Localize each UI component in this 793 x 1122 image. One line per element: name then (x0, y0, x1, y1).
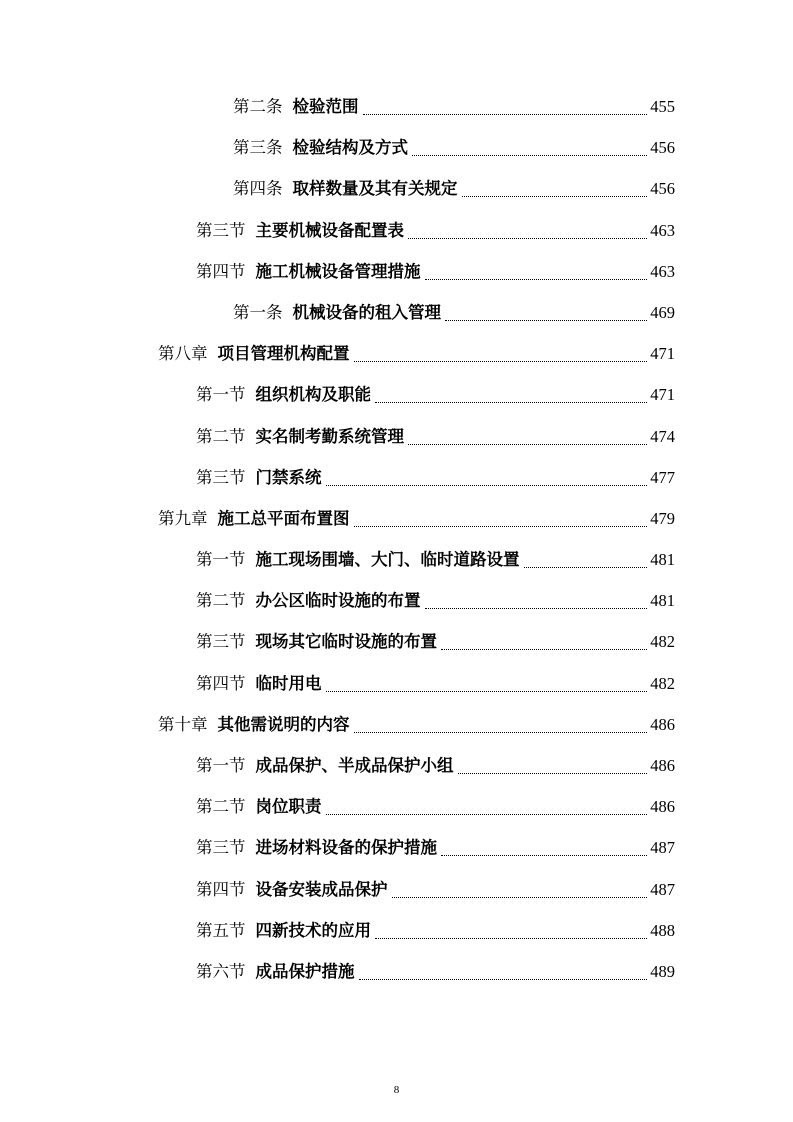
toc-entry-title: 门禁系统 (255, 467, 322, 487)
toc-entry-number: 第一条 (233, 302, 283, 322)
toc-dot-leader (441, 631, 647, 650)
toc-dot-leader (354, 508, 648, 527)
toc-entry[interactable] (0, 220, 675, 261)
toc-entry[interactable] (0, 137, 675, 178)
toc-entry-title: 施工总平面布置图 (217, 508, 350, 528)
toc-entry[interactable] (0, 261, 675, 302)
toc-entry-number: 第九章 (158, 508, 208, 528)
toc-entry-page: 489 (650, 961, 675, 981)
toc-entry-title: 机械设备的租入管理 (292, 302, 441, 322)
toc-entry-number: 第四节 (196, 673, 246, 693)
toc-entry-title: 岗位职责 (255, 797, 322, 817)
table-of-contents (0, 96, 793, 1002)
toc-entry-page: 456 (650, 138, 675, 158)
toc-entry-title: 设备安装成品保护 (255, 879, 388, 899)
toc-entry[interactable] (0, 549, 675, 590)
toc-entry[interactable] (0, 837, 675, 878)
toc-entry-page: 455 (650, 97, 675, 116)
toc-entry[interactable] (0, 302, 675, 343)
toc-dot-leader (392, 879, 648, 898)
toc-dot-leader (462, 178, 648, 197)
toc-dot-leader (326, 467, 648, 486)
toc-entry-number: 第一节 (196, 385, 246, 405)
toc-entry-page: 474 (650, 426, 675, 446)
toc-dot-leader (408, 220, 647, 239)
toc-entry-page: 486 (650, 756, 675, 775)
toc-dot-leader (441, 837, 647, 856)
toc-entry[interactable] (0, 178, 675, 219)
toc-entry-number: 第二节 (196, 797, 246, 817)
toc-entry-page: 481 (650, 591, 675, 611)
toc-dot-leader (326, 796, 648, 815)
toc-entry[interactable] (0, 343, 675, 384)
toc-entry-title: 现场其它临时设施的布置 (255, 632, 437, 652)
toc-entry-page: 471 (650, 385, 675, 405)
toc-entry-title: 其他需说明的内容 (217, 714, 350, 734)
toc-entry-number: 第一节 (196, 756, 246, 775)
toc-entry-page: 482 (650, 673, 675, 693)
toc-entry-page: 456 (650, 179, 675, 199)
toc-entry[interactable] (0, 920, 675, 961)
toc-entry[interactable] (0, 590, 675, 631)
toc-dot-leader (408, 426, 647, 445)
toc-dot-leader (375, 384, 647, 403)
toc-entry-page: 487 (650, 838, 675, 858)
toc-entry[interactable] (0, 796, 675, 837)
toc-entry-number: 第四节 (196, 879, 246, 899)
toc-entry-page: 486 (650, 797, 675, 817)
toc-entry-page: 481 (650, 550, 675, 570)
toc-dot-leader (412, 137, 647, 156)
toc-entry-title: 施工现场围墙、大门、临时道路设置 (255, 550, 520, 570)
toc-dot-leader (425, 261, 648, 280)
toc-dot-leader (326, 673, 648, 692)
toc-entry-page: 477 (650, 467, 675, 487)
toc-entry[interactable] (0, 508, 675, 549)
toc-entry-page: 471 (650, 344, 675, 364)
toc-entry-title: 取样数量及其有关规定 (292, 179, 458, 199)
toc-dot-leader (458, 755, 648, 774)
toc-entry-number: 第四条 (233, 179, 283, 199)
page-number: 8 (393, 1084, 400, 1096)
toc-entry-title: 检验范围 (292, 97, 359, 116)
toc-entry-page: 463 (650, 261, 675, 281)
toc-dot-leader (354, 714, 648, 733)
toc-entry-number: 第六节 (196, 961, 246, 981)
toc-entry-number: 第十章 (158, 714, 208, 734)
toc-entry-number: 第三节 (196, 220, 246, 240)
toc-entry-title: 进场材料设备的保护措施 (255, 838, 437, 858)
toc-entry[interactable] (0, 961, 675, 1002)
toc-entry-title: 主要机械设备配置表 (255, 220, 404, 240)
toc-entry-title: 检验结构及方式 (292, 138, 408, 158)
toc-dot-leader (359, 961, 648, 980)
toc-entry[interactable] (0, 467, 675, 508)
toc-dot-leader (445, 302, 647, 321)
toc-dot-leader (425, 590, 648, 609)
toc-entry-page: 482 (650, 632, 675, 652)
toc-entry-title: 临时用电 (255, 673, 322, 693)
toc-entry-title: 成品保护措施 (255, 961, 355, 981)
toc-entry-page: 486 (650, 714, 675, 734)
toc-entry-page: 487 (650, 879, 675, 899)
toc-entry-number: 第三节 (196, 467, 246, 487)
toc-entry[interactable] (0, 755, 675, 796)
toc-entry-number: 第二条 (233, 97, 283, 116)
toc-entry-number: 第三条 (233, 138, 283, 158)
toc-entry[interactable] (0, 384, 675, 425)
toc-entry-title: 办公区临时设施的布置 (255, 591, 421, 611)
toc-entry-title: 实名制考勤系统管理 (255, 426, 404, 446)
toc-entry-number: 第二节 (196, 591, 246, 611)
toc-entry-number: 第八章 (158, 344, 208, 364)
toc-entry-page: 479 (650, 508, 675, 528)
toc-entry-number: 第四节 (196, 261, 246, 281)
toc-entry-title: 项目管理机构配置 (217, 344, 350, 364)
toc-dot-leader (375, 920, 647, 939)
toc-entry-number: 第三节 (196, 838, 246, 858)
toc-entry-title: 组织机构及职能 (255, 385, 371, 405)
toc-entry[interactable] (0, 673, 675, 714)
toc-dot-leader (354, 343, 648, 362)
toc-entry[interactable] (0, 879, 675, 920)
toc-entry[interactable] (0, 631, 675, 672)
toc-entry-title: 成品保护、半成品保护小组 (255, 756, 454, 775)
toc-entry-page: 488 (650, 920, 675, 940)
toc-entry-title: 施工机械设备管理措施 (255, 261, 421, 281)
toc-entry[interactable] (0, 714, 675, 755)
toc-entry-number: 第三节 (196, 632, 246, 652)
toc-entry[interactable] (0, 96, 675, 137)
toc-entry-page: 463 (650, 220, 675, 240)
toc-entry-number: 第二节 (196, 426, 246, 446)
toc-entry-page: 469 (650, 302, 675, 322)
toc-dot-leader (524, 549, 648, 568)
toc-entry-number: 第五节 (196, 920, 246, 940)
toc-entry-title: 四新技术的应用 (255, 920, 371, 940)
toc-dot-leader (363, 96, 648, 115)
toc-entry-number: 第一节 (196, 550, 246, 570)
toc-entry[interactable] (0, 426, 675, 467)
